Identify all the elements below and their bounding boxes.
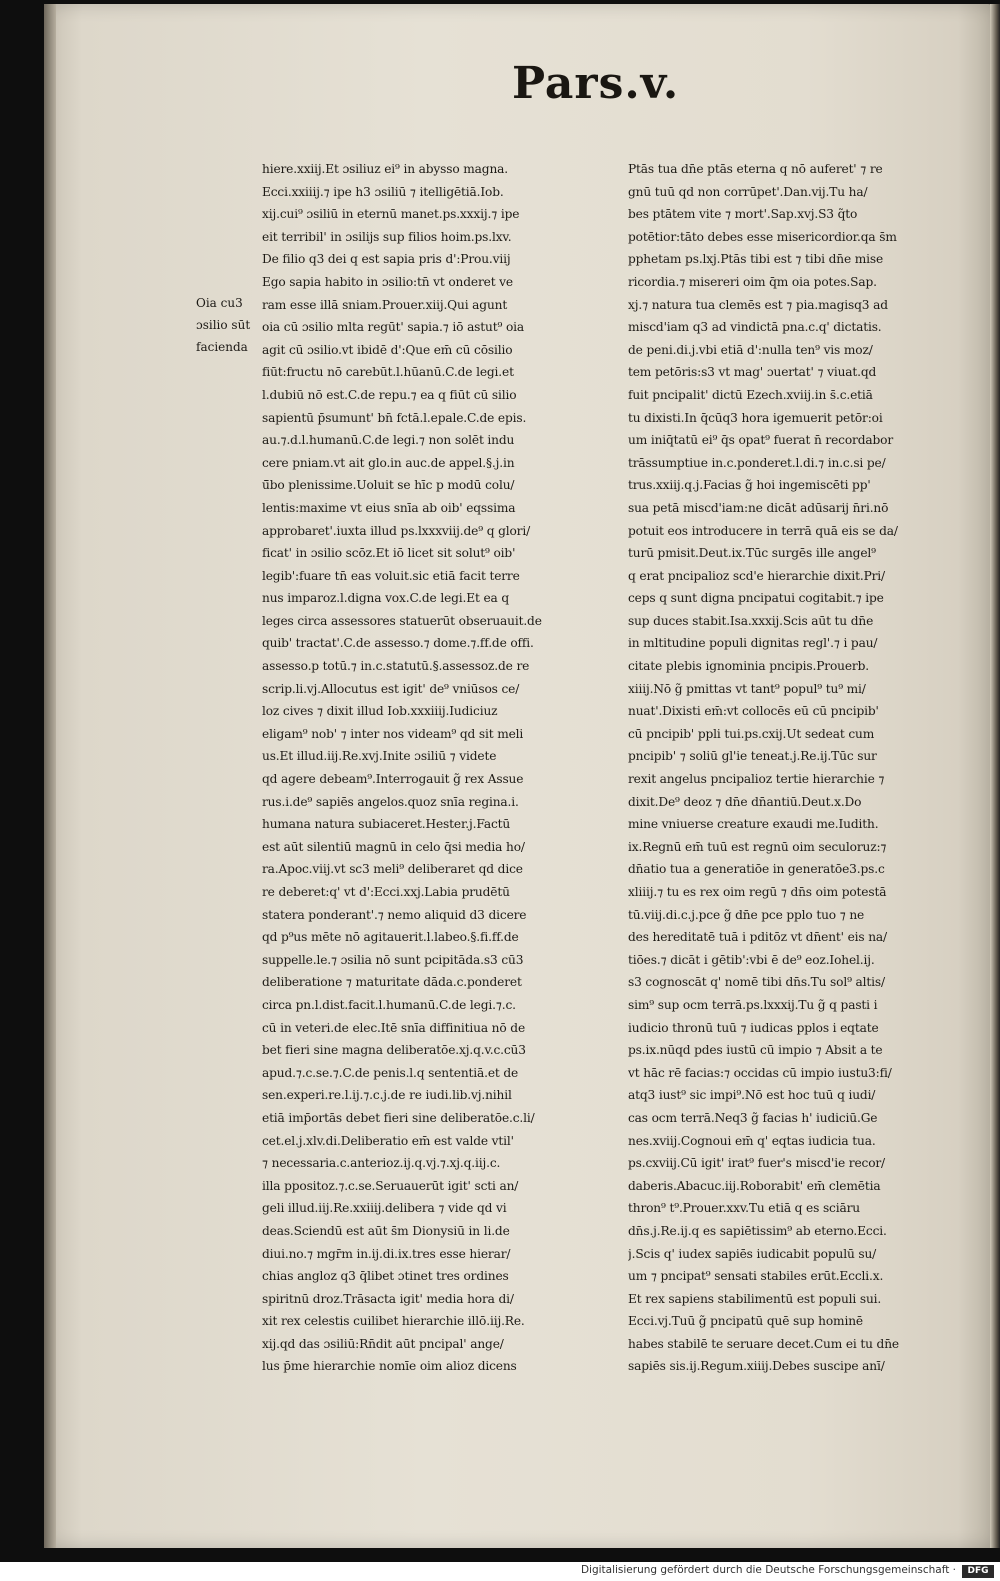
text-line: xj.⁊ natura tua clemēs est ⁊ pia.magisq3 ad: [628, 297, 888, 312]
marginal-note: [196, 292, 262, 358]
text-line: ram esse illā sniam.Prouer.xiij.Qui agunt: [262, 297, 508, 312]
text-line: chias angloz q3 q̄libet ɔtinet tres ordines: [262, 1269, 509, 1284]
text-line: bet fieri sine magna deliberatōe.xj.q.v.c.cū3: [262, 1043, 526, 1058]
text-line: cere pniam.vt ait glo.in auc.de appel.§.j.in: [262, 455, 515, 470]
text-line: dixit.De⁹ deoz ⁊ dn̄e dn̄antiū.Deut.x.Do: [628, 794, 862, 809]
text-line: Ptās tua dn̄e ptās eterna q nō auferet' ⁊ re: [628, 162, 883, 176]
text-line: quib' tractat'.C.de assesso.⁊ dome.⁊.ff.de offi.: [262, 636, 534, 651]
text-line: tū.viij.di.c.j.pce g̃ dn̄e pce pplo tuo ⁊ ne: [628, 907, 865, 922]
text-line: l.dubiū nō est.C.de repu.⁊ ea q fiūt cū silio: [262, 387, 517, 402]
text-line: assesso.p totū.⁊ in.c.statutū.§.assessoz.de re: [262, 659, 530, 674]
text-line: apud.⁊.c.se.⁊.C.de penis.l.q sententiā.et de: [262, 1065, 519, 1080]
text-line: sen.experi.re.l.ij.⁊.c.j.de re iudi.lib.vj.nihil: [262, 1088, 512, 1103]
text-line: thron⁹ t⁹.Prouer.xxv.Tu etiā q es sciāru: [628, 1201, 860, 1216]
text-line: statera ponderant'.⁊ nemo aliquid d3 dicere: [262, 907, 527, 922]
text-line: nus imparoz.l.digna vox.C.de legi.Et ea q: [262, 591, 510, 606]
text-line: dn̄atio tua a generatiōe in generatōe3.ps.c: [628, 862, 885, 877]
text-line: nuat'.Dixisti em̄:vt collocēs eū cū pncipib': [628, 704, 879, 719]
text-line: agit cū ɔsilio.vt ibidē d':Que em̄ cū cōsilio: [262, 342, 513, 357]
page-gutter: [44, 4, 56, 1548]
text-line: lentis:maxime vt eius snīa ab oib' eqssima: [262, 500, 516, 515]
text-line: q erat pncipalioz scd'e hierarchie dixit.Pri/: [628, 568, 886, 583]
text-line: fuit pncipalit' dictū Ezech.xviij.in s̄.c.etiā: [628, 387, 873, 402]
text-line: habes stabilē te seruare decet.Cum ei tu dn̄e: [628, 1336, 899, 1351]
text-line: ficat' in ɔsilio scōz.Et iō licet sit solut⁹ oib': [262, 546, 516, 561]
text-line: De filio q3 dei q est sapia pris d':Prou.viij: [262, 252, 511, 267]
text-line: ps.ix.nūqd pdes iustū cū impio ⁊ Absit a te: [628, 1043, 883, 1058]
text-line: qd agere debeam⁹.Interrogauit g̃ rex Assue: [262, 772, 524, 787]
running-title: Pars.v.: [512, 58, 680, 109]
text-line: xit rex celestis cuilibet hierarchie illō.iij.Re.: [262, 1314, 525, 1329]
text-line: pncipib' ⁊ soliū gl'ie teneat.j.Re.ij.Tūc sur: [628, 749, 877, 764]
text-line: bes ptātem vite ⁊ mort'.Sap.xvj.S3 q̃to: [628, 207, 858, 222]
text-line: dn̄s.j.Re.ij.q es sapiētissim⁹ ab eterno.Ecci.: [628, 1223, 887, 1238]
text-line: turū pmisit.Deut.ix.Tūc surgēs ille angel⁹: [628, 546, 876, 561]
text-line: Ecci.xxiiij.⁊ ipe h3 ɔsiliū ⁊ itelligētiā.Iob.: [262, 184, 504, 199]
text-line: cas ocm terrā.Neq3 g̃ facias h' iudiciū.Ge: [628, 1110, 878, 1125]
text-line: um iniq̄tatū ei⁹ q̄s opat⁹ fuerat n̄ recordabor: [628, 433, 893, 448]
text-line: deliberatione ⁊ maturitate dāda.c.ponderet: [262, 975, 522, 990]
footer-credit: Digitalisierung gefördert durch die Deutsche Forschungsgemeinschaft ·: [580, 1564, 956, 1576]
text-line: scrip.li.vj.Allocutus est igit' de⁹ vniūsos ce/: [262, 681, 520, 696]
text-line: est aūt silentiū magnū in celo q̄si media ho/: [262, 839, 525, 854]
text-line: ū̄bo plenissime.Uoluit se hīc p modū colu/: [262, 478, 515, 493]
text-line: de peni.di.j.vbi etiā d':nulla ten⁹ vis moz/: [628, 342, 873, 357]
text-line: legib':fuare tn̄ eas voluit.sic etiā facit terre: [262, 568, 520, 583]
text-line: diui.no.⁊ mgr̄m in.ij.di.ix.tres esse hierar/: [262, 1246, 511, 1261]
text-line: gnū tuū qd non corrūpet'.Dan.vij.Tu ha/: [628, 184, 868, 199]
marginal-note-line: ɔsilio sūt: [196, 318, 251, 332]
text-line: iudicio thronū tuū ⁊ iudicas pplos i eqtate: [628, 1020, 879, 1035]
text-line: eit terribil' in ɔsilijs sup filios hoim.ps.lxv.: [262, 229, 512, 244]
text-line: Ecci.vj.Tuū g̃ pncipatū quē sup hominē: [628, 1314, 863, 1329]
text-line: Ego sapia habito in ɔsilio:tn̄ vt onderet ve: [262, 274, 513, 289]
text-line: citate plebis ignominia pncipis.Prouerb.: [628, 659, 869, 674]
text-line: trus.xxiij.q.j.Facias g̃ hoi ingemiscēti pp': [628, 478, 871, 493]
text-line: qd p⁹us mēte nō agitauerit.l.labeo.§.fi.ff.de: [262, 930, 519, 945]
text-line: tem petōris:s3 vt mag' ɔuertat' ⁊ viuat.qd: [628, 365, 877, 380]
text-line: ra.Apoc.viij.vt sc3 meli⁹ deliberaret qd dice: [262, 862, 523, 877]
text-line: um ⁊ pncipat⁹ sensati stabiles erūt.Eccli.x.: [628, 1269, 884, 1284]
text-line: rexit angelus pncipalioz tertie hierarchie ⁊: [628, 772, 885, 787]
text-line: leges circa assessores statuerūt obseruauit.de: [262, 613, 542, 628]
text-line: ⁊ necessaria.c.anterioz.ij.q.vj.⁊.xj.q.iij.c.: [262, 1156, 501, 1171]
text-line: sapientū p̄sumunt' bn̄ fctā.l.epale.C.de epis.: [262, 410, 527, 425]
text-line: xij.cui⁹ ɔsiliū in eternū manet.ps.xxxij.⁊ ipe: [262, 207, 520, 222]
marginal-note-line: Oia cu3: [196, 296, 243, 310]
text-line: in mltitudine populi dignitas regl'.⁊ i pau/: [628, 636, 878, 651]
text-line: cū pncipib' ppli tui.ps.cxij.Ut sedeat cum: [628, 726, 875, 741]
text-line: geli illud.iij.Re.xxiiij.delibera ⁊ vide qd vi: [262, 1201, 507, 1216]
text-line: au.⁊.d.l.humanū.C.de legi.⁊ non solēt indu: [262, 433, 515, 448]
text-line: nes.xviij.Cognoui em̄ q' eqtas iudicia tua.: [628, 1133, 876, 1148]
text-line: fiūt:fructu nō carebūt.l.hūanū.C.de legi.et: [262, 365, 514, 380]
text-line: ceps q sunt digna pncipatui cogitabit.⁊ ipe: [628, 591, 884, 606]
text-line: suppelle.le.⁊ ɔsilia nō sunt pcipitāda.s3 cū3: [262, 952, 524, 967]
text-line: rus.i.de⁹ sapiēs angelos.quoz snīa regina.i.: [262, 794, 519, 809]
text-line: cet.el.j.xlv.di.Deliberatio em̄ est valde vtil': [262, 1133, 514, 1148]
text-line: ix.Regnū em̄ tuū est regnū oim seculoruz:⁊: [628, 839, 887, 854]
page-edge: [990, 4, 1000, 1548]
text-line: Et rex sapiens stabilimentū est populi sui.: [628, 1291, 882, 1306]
text-line: trāssumptiue in.c.ponderet.l.di.⁊ in.c.si pe/: [628, 455, 886, 470]
text-line: sapiēs sis.ij.Regum.xiiij.Debes suscipe anī/: [628, 1359, 885, 1374]
text-line: ricordia.⁊ misereri oim q̄m oia potes.Sap.: [628, 274, 877, 289]
text-line: etiā imp̄ortās debet fieri sine deliberatōe.c.li/: [262, 1110, 535, 1125]
text-line: xiiij.Nō g̃ pmittas vt tant⁹ popul⁹ tu⁹ mi/: [628, 681, 866, 696]
text-line: sup duces stabit.Isa.xxxij.Scis aūt tu dn̄e: [628, 613, 874, 628]
text-line: oia cū ɔsilio mlta regūt' sapia.⁊ iō astut⁹ oia: [262, 320, 524, 335]
text-line: loz cives ⁊ dixit illud Iob.xxxiiij.Iudiciuz: [262, 704, 498, 719]
text-line: sim⁹ sup ocm terrā.ps.lxxxij.Tu g̃ q pasti i: [628, 997, 878, 1012]
dfg-logo-icon: DFG: [962, 1565, 994, 1578]
text-line: mine vniuerse creature exaudi me.Iudith.: [628, 817, 879, 832]
text-line: cū in veteri.de elec.Itē snīa diffinitiua nō de: [262, 1020, 526, 1035]
text-line: xij.qd das ɔsiliū:Rn̄dit aūt pncipal' ange/: [262, 1336, 504, 1351]
text-line: lus p̄me hierarchie nomīe oim alioz dicens: [262, 1359, 517, 1374]
text-line: xliiij.⁊ tu es rex oim regū ⁊ dn̄s oim potestā: [628, 885, 887, 899]
digitization-footer: [0, 1562, 1000, 1581]
text-line: spiritnū droz.Trāsacta igit' media hora di/: [262, 1291, 514, 1306]
text-line: ps.cxviij.Cū igit' irat⁹ fuer's miscd'ie recor/: [628, 1156, 886, 1171]
text-line: us.Et illud.iij.Re.xvj.Inite ɔsiliū ⁊ videte: [262, 749, 497, 764]
right-text-column: [628, 158, 982, 1378]
text-line: deas.Sciendū est aūt s̄m Dionysiū in li.de: [262, 1223, 510, 1238]
text-line: daberis.Abacuc.iij.Roborabit' em̄ clemētia: [628, 1178, 881, 1193]
text-line: j.Scis q' iudex sapiēs iudicabit populū su/: [628, 1246, 877, 1261]
text-line: approbaret'.iuxta illud ps.lxxxviij.de⁹ q glori/: [262, 523, 531, 538]
text-line: circa pn.l.dist.facit.l.humanū.C.de legi.⁊.c.: [262, 997, 516, 1012]
text-line: potuit eos introducere in terrā quā eis se da/: [628, 523, 898, 538]
text-line: hiere.xxiij.Et ɔsiliuz ei⁹ in abysso magna.: [262, 162, 508, 176]
text-line: tu dixisti.In q̄cūq3 hora igemuerit petōr:oi: [628, 410, 883, 425]
text-line: re deberet:q' vt d':Ecci.xxj.Labia prudētū: [262, 885, 510, 899]
text-line: illa ppositoz.⁊.c.se.Seruauerūt igit' scti an/: [262, 1178, 519, 1193]
text-line: miscd'iam q3 ad vindictā pna.c.q' dictatis.: [628, 320, 882, 335]
text-line: atq3 iust⁹ sic impi⁹.Nō est hoc tuū q iudi/: [628, 1088, 876, 1103]
text-line: tiōes.⁊ dicāt i gētib':vbi ē de⁹ eoz.Iohel.ij.: [628, 952, 875, 967]
text-line: sua petā miscd'iam:ne dicāt adūsarij n̄ri.nō: [628, 500, 889, 515]
left-text-column: [262, 158, 618, 1378]
text-line: s3 cognoscāt q' nomē tibi dn̄s.Tu sol⁹ altis/: [628, 975, 885, 990]
text-line: eligam⁹ nob' ⁊ inter nos videam⁹ qd sit meli: [262, 726, 524, 741]
marginal-note-line: facienda: [196, 340, 248, 354]
text-line: potētior:tāto debes esse misericordior.qa s̄m: [628, 229, 897, 244]
text-line: pphetam ps.lxj.Ptās tibi est ⁊ tibi dn̄e mise: [628, 252, 884, 267]
text-line: vt hāc rē facias:⁊ occidas cū impio iustu3:fi/: [628, 1065, 892, 1080]
text-line: humana natura subiaceret.Hester.j.Factū: [262, 817, 511, 832]
text-line: des hereditatē tuā i pditōz vt dn̄ent' eis na/: [628, 930, 887, 945]
